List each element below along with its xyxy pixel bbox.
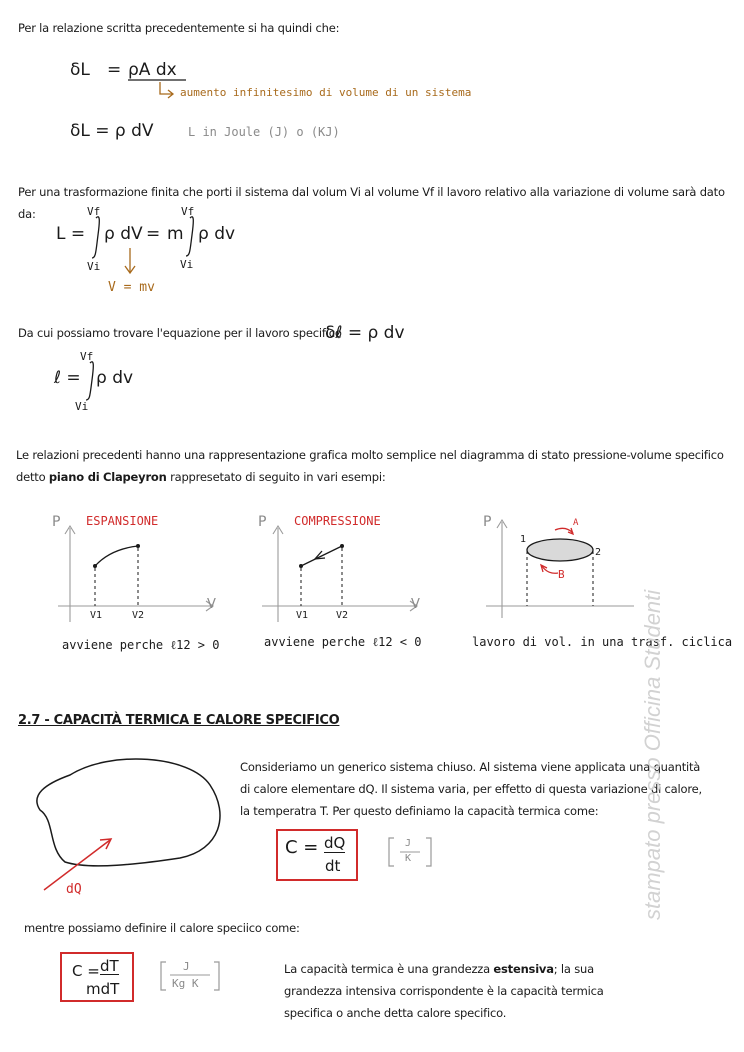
clapeyron-bold-1: piano di: [48, 470, 100, 484]
capacity-unit-den: K: [405, 853, 412, 864]
specific-text: Da cui possiamo trovare l'equazione per il lavoro specifico: [18, 326, 342, 340]
intro-text: Per la relazione scritta precedentemente si ha quindi che:: [18, 21, 340, 35]
capacity-eq-num: dQ: [324, 834, 346, 852]
specific-heat-unit-num: J: [183, 960, 190, 973]
chart1-caption: avviene perche ℓ12 > 0: [62, 638, 220, 652]
int1-body: ρ dV: [104, 224, 143, 244]
final-paragraph: [284, 958, 654, 1024]
int1-eq: =: [146, 224, 161, 244]
int1-upper: Vf: [87, 205, 101, 218]
chart3-arrow-a: A: [573, 518, 579, 528]
int2-lower: Vi: [75, 400, 89, 413]
chart2-caption: avviene perche ℓ12 < 0: [264, 635, 422, 649]
dq-label: dQ: [66, 882, 82, 897]
chart2-v1: V1: [296, 610, 309, 621]
int1-body2: ρ dv: [198, 224, 236, 244]
int2-lhs: ℓ =: [54, 368, 81, 388]
int1-lower2: Vi: [180, 258, 194, 271]
chart3-p-label: P: [483, 514, 492, 530]
eq2-units: L in Joule (J) o (KJ): [188, 125, 340, 139]
finite-text: Per una trasformazione finita che porti il sistema dal volum Vi al volume Vf il lavoro relativo alla variazione di volume sarà dato da:: [18, 185, 725, 221]
specific-heat-num: dT: [100, 957, 119, 975]
specific-heat-unit-den: Kg K: [172, 977, 199, 990]
clapeyron-text-b: rappresetato di seguito in vari esempi:: [166, 470, 386, 484]
chart2-p-label: P: [258, 514, 267, 530]
clapeyron-text-a: Le relazioni precedenti hanno una rappresentazione grafica molto semplice nel diagramma di stato pressione-volume specifico detto: [16, 448, 724, 484]
chart1-title: ESPANSIONE: [86, 514, 159, 528]
capacity-unit-num: J: [405, 838, 412, 849]
chart1-v2: V2: [132, 610, 145, 621]
specific-eq: δℓ = ρ dv: [325, 323, 405, 343]
capacity-eq-lhs: C =: [285, 837, 319, 858]
chart1-v-label: V: [207, 597, 216, 612]
eq2: δL = ρ dV: [70, 121, 154, 141]
specific-heat-den: mdT: [86, 980, 120, 998]
chart1-p-label: P: [52, 514, 61, 530]
int2-body: ρ dv: [96, 368, 134, 388]
capacity-eq-den: dt: [325, 857, 341, 875]
section-paragraph: Consideriamo un generico sistema chiuso. Al sistema viene applicata una quantità di calore elementare dQ. Il sistema varia, per effetto di questa variazione di calore, la temperatra T. Per questo definiamo la capacità termica come:: [240, 760, 702, 818]
chart3-pt2: 2: [595, 547, 602, 558]
int1-lhs: L =: [56, 224, 86, 244]
eq1-note: aumento infinitesimo di volume di un sistema: [180, 86, 472, 99]
int2-upper: Vf: [80, 350, 94, 363]
chart2-title: COMPRESSIONE: [294, 514, 381, 528]
section-heading: 2.7 - CAPACITÀ TERMICA E CALORE SPECIFICO: [18, 713, 340, 728]
int1-lower: Vi: [87, 260, 101, 273]
chart2-v2: V2: [336, 610, 349, 621]
chart3-pt1: 1: [520, 534, 527, 545]
specific-heat-lhs: C =: [72, 962, 100, 980]
int1-upper2: Vf: [181, 205, 195, 218]
chart3-arrow-b: B: [558, 568, 565, 581]
final-para-a: La capacità termica è una grandezza: [284, 962, 494, 976]
final-para-bold: estensiva: [493, 962, 554, 976]
chart2-v-label: V: [411, 597, 420, 612]
int1-m: m: [167, 224, 184, 244]
chart3-caption: lavoro di vol. in una trasf. ciclica: [472, 635, 733, 649]
specific-heat-intro: mentre possiamo definire il calore speciico come:: [24, 921, 300, 935]
eq1-eq: =: [107, 60, 122, 80]
chart1-v1: V1: [90, 610, 103, 621]
int1-subnote: V = mv: [108, 280, 155, 295]
eq1-rhs: ρA dx: [128, 60, 177, 80]
final-para-b: ; la sua grandezza intensiva corrispondente è la capacità termica specifica o anche detta calore specifico.: [284, 962, 604, 1020]
watermark: stampato presso Officina Studenti: [640, 589, 665, 920]
eq1-lhs: δL: [70, 60, 90, 80]
clapeyron-bold-2: Clapeyron: [102, 470, 167, 484]
